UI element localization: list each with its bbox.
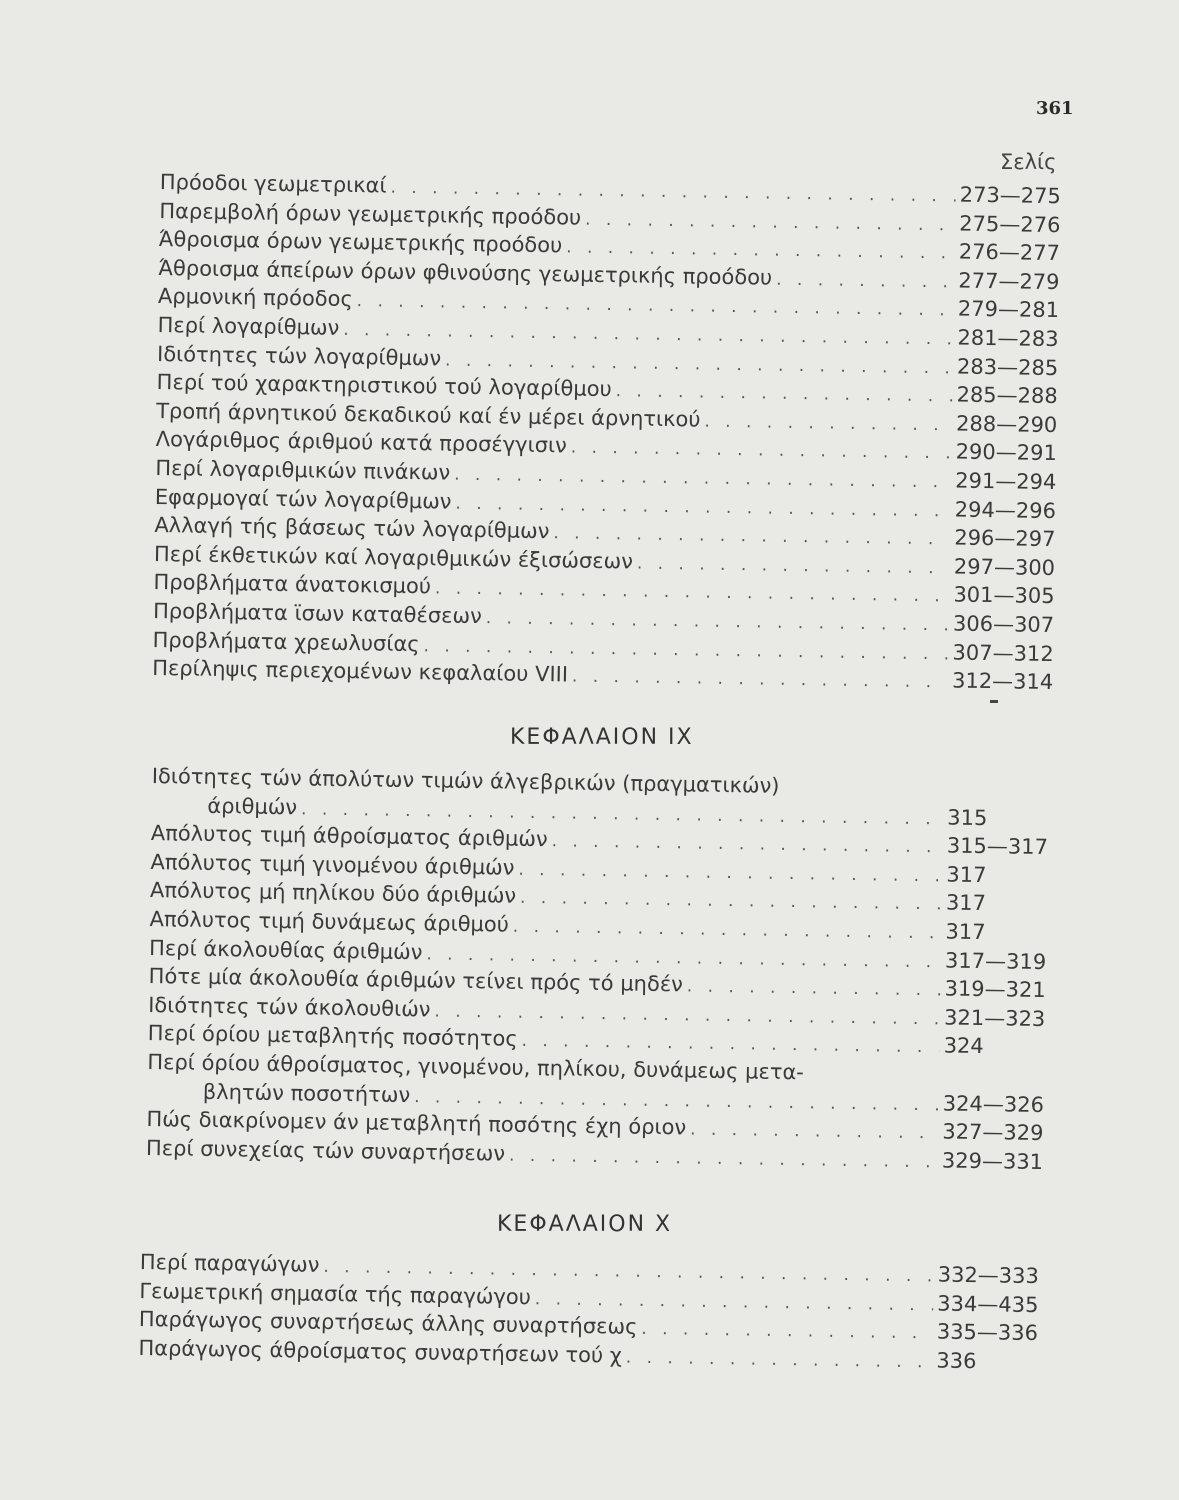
toc-section-viii: [152, 170, 1070, 699]
toc-entry-title: Περί όρίου μεταβλητής ποσότητος: [147, 1021, 518, 1052]
dot-leader: [435, 579, 950, 607]
page-number: 361: [1036, 98, 1074, 119]
toc-entry-title: Ιδιότητες τών λογαρίθμων: [156, 341, 442, 371]
toc-entry-title: Περί λογαρίθμων: [157, 312, 340, 340]
toc-entry-pages: 290—291: [955, 439, 1058, 466]
toc-entry-pages: 273—275: [959, 182, 1062, 209]
dot-leader: [454, 465, 951, 493]
toc-entry-title: Απόλυτος τιμή άθροίσματος άριθμών: [150, 821, 548, 852]
toc-entry-title: Απόλυτος τιμή γινομένου άριθμών: [150, 849, 515, 880]
dot-leader: [687, 977, 941, 1001]
toc-entry-title: Περί όρίου άθροίσματος, γινομένου, πηλίκου, δυνάμεως μετα-: [147, 1049, 805, 1085]
divider-mark: [990, 700, 998, 703]
toc-entry-pages: 306—307: [952, 611, 1055, 638]
toc-entry-title: Περί λογαριθμικών πινάκων: [155, 455, 451, 485]
dot-leader: [455, 493, 951, 521]
toc-entry-pages: 301—305: [953, 582, 1055, 609]
toc-section-ix: [146, 764, 1058, 1178]
toc-entry-title: Περί παραγώγων: [139, 1250, 320, 1277]
toc-entry-pages: 317: [946, 862, 987, 887]
dot-leader: [553, 523, 950, 549]
toc-entry-pages: 321—323: [943, 1005, 1046, 1031]
toc-entry-pages: 285—288: [956, 382, 1058, 409]
toc-entry-pages: 283—285: [956, 354, 1059, 380]
dot-leader: [572, 667, 948, 693]
toc-entry-title: Γεωμετρική σημασία τής παραγώγου: [139, 1278, 532, 1309]
toc-entry-pages: 319—321: [944, 976, 1046, 1003]
dot-leader: [486, 608, 949, 635]
toc-entry-pages: 315—317: [946, 833, 1049, 860]
toc-entry-title: Λογάριθμος άριθμού κατά προσέγγισιν: [155, 427, 568, 458]
toc-entry-pages: 291—294: [955, 468, 1057, 495]
dot-leader: [690, 1120, 938, 1144]
toc-entry-title: Περίληψις περιεχομένων κεφαλαίου VIII: [151, 656, 569, 687]
toc-entry-pages: 332—333: [937, 1262, 1040, 1289]
toc-entry-title: Προβλήματα άνατοκισμού: [153, 570, 432, 599]
dot-leader: [704, 411, 952, 435]
toc-entry-pages: 315: [947, 805, 988, 830]
toc-entry-pages: 335—336: [936, 1319, 1039, 1346]
toc-entry-title: Τροπή άρνητικού δεκαδικού καί έν μέρει άρνητικού: [156, 398, 701, 432]
dot-leader: [637, 553, 950, 578]
toc-entry-pages: 275—276: [959, 211, 1061, 237]
toc-entry-title: Απόλυτος τιμή δυνάμεως άριθμού: [149, 906, 510, 937]
toc-entry-title: Περί άκολουθίας άριθμών: [148, 935, 423, 964]
dot-leader: [445, 350, 953, 378]
dot-leader: [535, 1289, 934, 1315]
toc-entry-pages: 334—435: [937, 1291, 1039, 1317]
toc-entry-title: βλητών ποσοτήτων: [202, 1079, 411, 1107]
toc-entry-title: Αλλαγή τής βάσεως τών λογαρίθμων: [154, 513, 550, 544]
toc-section-x: [138, 1250, 1048, 1379]
dot-leader: [641, 1319, 933, 1344]
toc-entry-pages: 294—296: [954, 497, 1057, 523]
chapter-heading-x: ΚΕΦΑΛΑΙΟΝ X: [497, 1212, 673, 1237]
dot-leader: [434, 1001, 940, 1029]
toc-entry-pages: 296—297: [954, 525, 1056, 552]
toc-entry-title: Άθροισμα άπείρων όρων φθινούσης γεωμετρικής προόδου: [158, 255, 773, 290]
toc-entry-pages: 317: [945, 919, 986, 945]
toc-entry-pages: 288—290: [955, 411, 1058, 437]
dot-leader: [616, 381, 953, 406]
dot-leader: [521, 1031, 939, 1058]
toc-entry-title: Παρεμβολή όρων γεωμετρικής προόδου: [159, 198, 582, 230]
dot-leader: [776, 269, 954, 292]
toc-entry-title: Πώς διακρίνομεν άν μεταβλητή ποσότης έχη όριον: [146, 1107, 687, 1140]
dot-leader: [566, 238, 955, 264]
toc-entry-pages: 277—279: [958, 268, 1060, 294]
toc-entry-title: Παράγωγος συναρτήσεως άλλης συναρτήσεως: [138, 1307, 638, 1340]
toc-entry-title: Περί έκθετικών καί λογαριθμικών έξισώσεων: [153, 541, 634, 574]
chapter-heading-ix: ΚΕΦΑΛΑΙΟΝ IX: [510, 725, 694, 750]
dot-leader: [585, 209, 955, 235]
toc-entry-title: Άθροισμα όρων γεωμετρικής προόδου: [158, 227, 563, 258]
dot-leader: [551, 831, 942, 857]
dot-leader: [390, 178, 955, 207]
toc-entry-title: Περί συνεχείας τών συναρτήσεων: [145, 1135, 506, 1166]
dot-leader: [518, 860, 942, 887]
toc-entry-pages: 312—314: [951, 668, 1054, 695]
dot-leader: [513, 917, 942, 944]
toc-entry-pages: 329—331: [941, 1148, 1044, 1174]
toc-entry-pages: 281—283: [957, 325, 1059, 352]
dot-leader: [626, 1347, 933, 1372]
toc-entry-title: Αρμονική πρόοδος: [157, 284, 353, 312]
dot-leader: [414, 1087, 939, 1115]
toc-entry-pages: 279—281: [957, 296, 1060, 323]
dot-leader: [357, 291, 954, 320]
toc-entry-title: Παράγωγος άθροίσματος συναρτήσεων τού χ: [138, 1335, 623, 1368]
toc-entry-title: Εφαρμογαί τών λογαρίθμων: [154, 484, 452, 514]
column-header-pages: Σελίς: [1000, 150, 1057, 174]
toc-entry-title: Προβλήματα χρεωλυσίας: [152, 627, 420, 656]
toc-entry-pages: 336: [936, 1348, 977, 1373]
toc-entry-pages: 276—277: [958, 239, 1061, 266]
toc-entry-title: άριθμών: [207, 793, 298, 819]
toc-entry-pages: 327—329: [942, 1119, 1044, 1146]
toc-entry-pages: 317—319: [944, 948, 1047, 974]
toc-entry-title: Πρόοδοι γεωμετρικαί: [159, 170, 387, 198]
toc-entry-title: Ιδιότητες τών άπολύτων τιμών άλγεβρικών (πραγματικών): [151, 764, 780, 798]
toc-entry-pages: 307—312: [952, 640, 1054, 666]
toc-entry-title: Προβλήματα ϊσων καταθέσεων: [152, 598, 482, 629]
dot-leader: [509, 1145, 938, 1172]
dot-leader: [423, 636, 948, 664]
toc-entry-pages: 317: [945, 890, 987, 916]
toc-entry-title: Πότε μία άκολουθία άριθμών τείνει πρός τό μηδέν: [148, 964, 684, 997]
toc-entry-pages: 324—326: [942, 1090, 1045, 1117]
toc-entry-pages: 297—300: [953, 554, 1056, 580]
dot-leader: [426, 944, 941, 972]
toc-entry-pages: 324: [943, 1033, 984, 1059]
toc-entry-title: Ιδιότητες τών άκολουθιών: [148, 992, 431, 1022]
toc-entry-title: Περί τού χαρακτηριστικού τού λογαρίθμου: [156, 370, 612, 402]
dot-leader: [520, 888, 942, 915]
toc-entry-title: Απόλυτος μή πηλίκου δύο άριθμών: [149, 878, 517, 909]
dot-leader: [571, 438, 952, 464]
